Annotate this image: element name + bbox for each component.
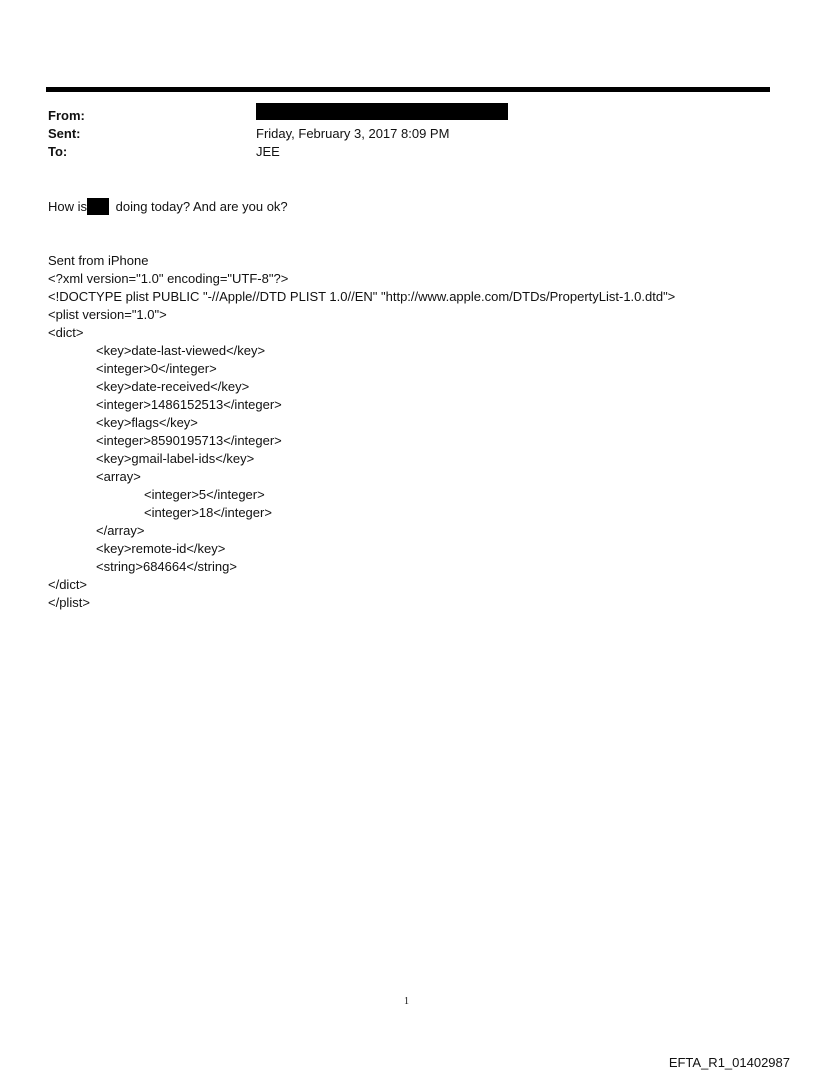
plist-line: <key>flags</key> — [96, 415, 198, 430]
sent-value: Friday, February 3, 2017 8:09 PM — [256, 126, 450, 141]
plist-open-line: <plist version="1.0"> — [48, 307, 167, 322]
spacer — [48, 216, 788, 252]
sent-label: Sent: — [48, 126, 81, 141]
page-number: 1 — [404, 996, 409, 1007]
plist-line: <key>remote-id</key> — [96, 541, 226, 556]
plist-line: <array> — [96, 469, 141, 484]
header-divider — [46, 87, 770, 92]
from-row — [48, 107, 748, 125]
message-line — [48, 198, 788, 216]
message-prefix: How is — [48, 199, 88, 214]
to-row — [48, 143, 748, 161]
redaction-block — [87, 198, 109, 215]
plist-line: <integer>0</integer> — [96, 361, 217, 376]
plist-close-line: </plist> — [48, 595, 90, 610]
plist-line: <integer>18</integer> — [144, 505, 272, 520]
document-id: EFTA_R1_01402987 — [668, 1055, 790, 1070]
dict-open-line: <dict> — [48, 325, 84, 340]
email-header — [48, 107, 748, 161]
from-value — [256, 107, 748, 125]
plist-line: <key>gmail-label-ids</key> — [96, 451, 255, 466]
xml-declaration: <?xml version="1.0" encoding="UTF-8"?> — [48, 271, 289, 286]
plist-line: <key>date-received</key> — [96, 379, 250, 394]
redaction-block — [256, 103, 508, 120]
to-label: To: — [48, 144, 68, 159]
from-label: From: — [48, 108, 85, 123]
plist-line: <integer>1486152513</integer> — [96, 397, 282, 412]
sent-row — [48, 125, 748, 143]
to-value: JEE — [256, 144, 280, 159]
plist-line: </array> — [96, 523, 145, 538]
message-suffix: doing today? And are you ok? — [112, 199, 288, 214]
email-body — [48, 198, 788, 612]
signature-line: Sent from iPhone — [48, 253, 149, 268]
plist-line: <key>date-last-viewed</key> — [96, 343, 266, 358]
plist-line: <integer>5</integer> — [144, 487, 265, 502]
doctype-line: <!DOCTYPE plist PUBLIC "-//Apple//DTD PLIST 1.0//EN" "http://www.apple.com/DTDs/PropertyList-1.0.dtd"> — [48, 289, 676, 304]
dict-close-line: </dict> — [48, 577, 88, 592]
plist-line: <string>684664</string> — [96, 559, 237, 574]
plist-line: <integer>8590195713</integer> — [96, 433, 282, 448]
